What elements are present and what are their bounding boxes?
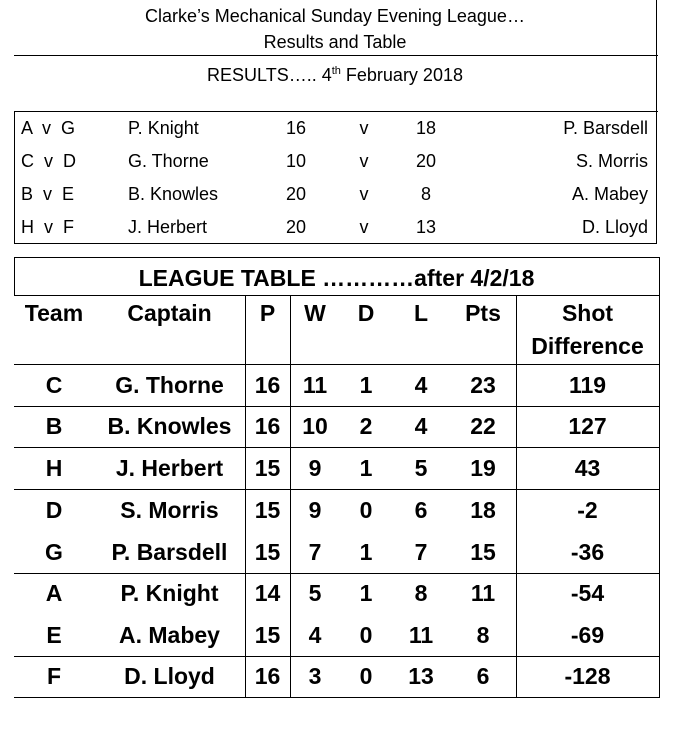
table-row [0,406,673,447]
table-cell-team: E [46,622,62,648]
result-versus: v [359,217,369,237]
table-row [0,364,673,406]
table-cell-drawn: 0 [359,622,373,648]
column-header-shot-line2: Difference [531,333,644,359]
result-versus: v [359,118,369,138]
table-cell-won: 10 [302,413,328,439]
table-cell-played: 14 [254,580,281,606]
table-cell-played: 16 [254,413,281,439]
table-cell-captain: A. Mabey [119,622,220,648]
table-cell-lost: 5 [414,455,428,481]
table-cell-won: 5 [308,580,322,606]
table-row [0,447,673,489]
table-cell-drawn: 1 [359,539,373,565]
table-cell-shot-difference: 127 [568,413,607,439]
table-cell-won: 4 [308,622,322,648]
table-cell-drawn: 1 [359,580,373,606]
table-cell-shot-difference: 43 [574,455,601,481]
table-cell-shot-difference: -69 [570,622,605,648]
table-cell-played: 16 [254,663,281,689]
table-row [0,573,673,614]
table-row-divider [14,697,660,698]
table-cell-team: G [45,539,63,565]
table-cell-played: 15 [254,539,281,565]
result-away-score: 8 [420,184,431,204]
table-cell-points: 22 [470,413,496,439]
column-header-played: P [259,300,276,326]
result-away-captain: S. Morris [576,151,648,171]
table-cell-team: D [45,497,63,523]
result-fixture: C v D [21,151,77,171]
result-row [0,116,673,140]
column-header-shot-line1: Shot [561,300,614,326]
table-cell-won: 7 [308,539,322,565]
table-cell-played: 16 [254,372,281,398]
table-row [0,656,673,697]
table-cell-points: 19 [470,455,496,481]
table-cell-drawn: 0 [359,497,373,523]
table-cell-shot-difference: -128 [564,663,611,689]
table-cell-captain: D. Lloyd [124,663,215,689]
table-row [0,489,673,531]
table-cell-captain: G. Thorne [115,372,224,398]
table-cell-lost: 6 [414,497,428,523]
table-cell-drawn: 0 [359,663,373,689]
table-cell-captain: S. Morris [120,497,219,523]
column-header-lost: L [413,300,429,326]
result-fixture: H v F [21,217,74,237]
table-cell-lost: 7 [414,539,428,565]
result-away-captain: P. Barsdell [563,118,648,138]
league-table-title: LEAGUE TABLE …………after 4/2/18 [138,265,535,291]
table-cell-points: 18 [470,497,496,523]
table-cell-lost: 4 [414,372,428,398]
table-cell-points: 23 [470,372,496,398]
table-cell-won: 11 [302,372,328,398]
table-cell-team: A [45,580,63,606]
result-row [0,149,673,173]
column-header-team: Team [24,300,84,326]
table-cell-points: 8 [476,622,490,648]
result-home-score: 16 [285,118,307,138]
table-cell-captain: P. Barsdell [111,539,228,565]
table-cell-team: F [46,663,62,689]
table-row [0,531,673,573]
result-versus: v [359,151,369,171]
result-home-score: 10 [285,151,307,171]
column-header-drawn: D [357,300,375,326]
result-away-score: 18 [415,118,437,138]
table-cell-shot-difference: -36 [570,539,605,565]
table-cell-lost: 11 [408,622,434,648]
table-row [0,614,673,656]
result-row [0,215,673,239]
table-cell-shot-difference: -2 [577,497,598,523]
result-versus: v [359,184,369,204]
result-home-captain: B. Knowles [128,184,219,204]
table-cell-shot-difference: -54 [570,580,605,606]
column-header-points: Pts [465,300,501,326]
result-fixture: B v E [21,184,75,204]
results-heading [14,59,656,87]
table-cell-drawn: 1 [359,372,373,398]
table-cell-drawn: 2 [359,413,373,439]
document-title: Clarke’s Mechanical Sunday Evening League… [145,6,525,26]
result-fixture: A v G [21,118,76,138]
column-header-won: W [304,300,326,326]
document-subtitle: Results and Table [263,32,407,52]
table-cell-team: H [45,455,63,481]
result-home-score: 20 [285,217,307,237]
result-home-captain: J. Herbert [128,217,208,237]
table-cell-won: 9 [308,497,322,523]
table-cell-points: 6 [476,663,490,689]
table-cell-captain: J. Herbert [115,455,224,481]
table-cell-captain: B. Knowles [107,413,232,439]
table-cell-lost: 4 [414,413,428,439]
result-away-score: 20 [415,151,437,171]
table-cell-lost: 13 [408,663,434,689]
table-cell-drawn: 1 [359,455,373,481]
result-away-captain: A. Mabey [571,184,648,204]
table-cell-lost: 8 [414,580,428,606]
table-cell-won: 9 [308,455,322,481]
result-away-captain: D. Lloyd [581,217,648,237]
table-cell-won: 3 [308,663,322,689]
result-row [0,182,673,206]
column-header-shot-difference [516,300,659,360]
table-cell-team: B [45,413,63,439]
result-home-captain: P. Knight [128,118,199,138]
table-cell-played: 15 [254,622,281,648]
table-cell-played: 15 [254,455,281,481]
results-date: February 2018 [340,65,463,85]
column-header-captain: Captain [127,300,212,326]
table-cell-played: 15 [254,497,281,523]
result-home-score: 20 [285,184,307,204]
result-home-captain: G. Thorne [128,151,209,171]
table-cell-points: 15 [470,539,496,565]
table-cell-points: 11 [470,580,496,606]
results-date-suffix: th [331,65,341,77]
table-cell-shot-difference: 119 [568,372,607,398]
table-cell-captain: P. Knight [120,580,219,606]
result-away-score: 13 [415,217,437,237]
results-label: RESULTS….. 4 [207,65,332,85]
table-cell-team: C [45,372,63,398]
